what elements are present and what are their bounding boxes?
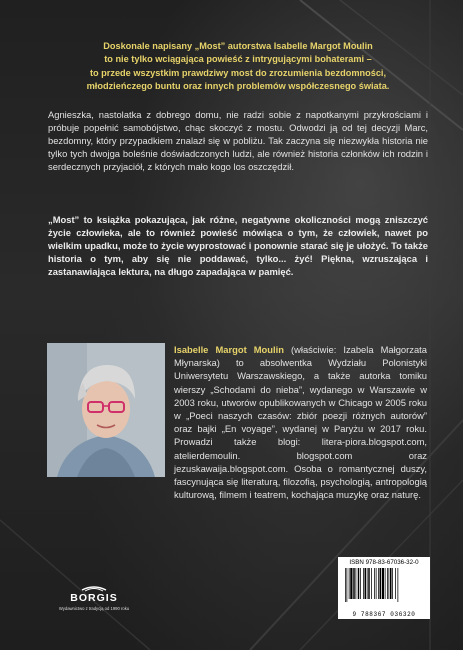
publisher-name: BORGIS (70, 592, 118, 604)
isbn-barcode (338, 557, 430, 619)
barcode-bar (349, 568, 350, 599)
barcode-bar (371, 568, 372, 599)
intro-line: Doskonale napisany „Most” autorstwa Isabelle Margot Moulin (103, 41, 373, 51)
barcode-bar (367, 568, 368, 599)
publisher-book-icon (80, 582, 108, 592)
barcode-bar (350, 568, 352, 599)
barcode-bar (345, 568, 346, 602)
barcode-bar (365, 568, 367, 599)
author-name: Isabelle Margot Moulin (174, 344, 284, 355)
barcode-bar (380, 568, 382, 599)
barcode-bar (374, 568, 375, 599)
author-photo (47, 343, 165, 477)
publisher-logo (44, 582, 144, 618)
barcode-bar (390, 568, 392, 599)
intro-line: młodzieńczego buntu oraz innych problemów współczesnego świata. (86, 81, 390, 92)
barcode-bar (368, 568, 370, 599)
promo-paragraph: „Most” to książka pokazująca, jak różne, negatywne okoliczności mogą zniszczyć życie człowieka, ale to również powieść mówiąca o tym, że człowiek, nawet po wielkim upadku, może to życie wyprostować i ponownie starać się je ułożyć. To także historia o tym, aby się nie poddawać, tylko... żyć! Piękna, wzruszająca i zastanawiająca lektura, na długo zapadająca w pamięć. (48, 214, 428, 278)
barcode-digits: 9 788367 036320 (352, 611, 416, 618)
barcode-bar (353, 568, 355, 599)
author-bio-text: (właściwie: Izabela Małgorzata Młynarska) to absolwentka Wydziału Polonistyki Uniwersytetu Warszawskiego, a także autorka tomiku wierszy „Schodami do nieba”, wydanego w Warszawie w 2003 roku, utworów opublikowanych w Chicago w 2005 roku w „Poeci naszych czasów: zbiór poezji różnych autorów” oraz bajki „En voyage”, wydanej w Paryżu w 2017 roku. Prowadzi także blogi: litera-piora.blogspot.com, atelierdemoulin. blogspot.com oraz jezuskawaija.blogspot.com. Osoba o romantycznej duszy, fascynująca się literaturą, filozofią, psychologią, antropologią kulturową, filmem i teatrem, kochająca muzykę oraz naturę. (174, 344, 427, 501)
author-bio (174, 343, 427, 501)
barcode-bar (389, 568, 390, 599)
barcode-bar (363, 568, 364, 599)
barcode-bar (360, 568, 361, 599)
barcode-bar (347, 568, 348, 602)
barcode-bar (358, 568, 360, 599)
intro-line: to przede wszystkim prawdziwy most do zrozumienia bezdomności, (89, 67, 387, 78)
barcode-bar (392, 568, 393, 599)
barcode-bar (382, 568, 384, 599)
intro-blurb (48, 40, 428, 94)
barcode-bar (387, 568, 388, 599)
barcode-bar (356, 568, 357, 599)
barcode-bars (344, 568, 424, 610)
publisher-tagline: Wydawnictwo z tradycją od 1990 roku (58, 606, 130, 611)
barcode-bar (398, 568, 399, 602)
isbn-label: ISBN 978-83-67036-32-0 (349, 559, 419, 566)
barcode-bar (378, 568, 379, 599)
barcode-bar (385, 568, 386, 599)
intro-line: to nie tylko wciągająca powieść z intrygującymi bohaterami – (104, 54, 372, 65)
synopsis-paragraph: Agnieszka, nastolatka z dobrego domu, nie radzi sobie z napotkanymi przykrościami i próbuje popełnić samobójstwo, chąc skoczyć z mostu. Odwodzi ją od tej decyzji Marc, bezdomny, który przypadkiem znalazł się w pobliżu. Tak zaczyna się niezwykła historia nie tylko tych dwojga boleśnie doświadczonych ludzi, ale również historia członków ich rodzin i serdecznych przyjaciół, z których mało kogo los oszczędził. (48, 109, 428, 173)
barcode-bar (395, 568, 396, 599)
barcode-bar (376, 568, 377, 599)
